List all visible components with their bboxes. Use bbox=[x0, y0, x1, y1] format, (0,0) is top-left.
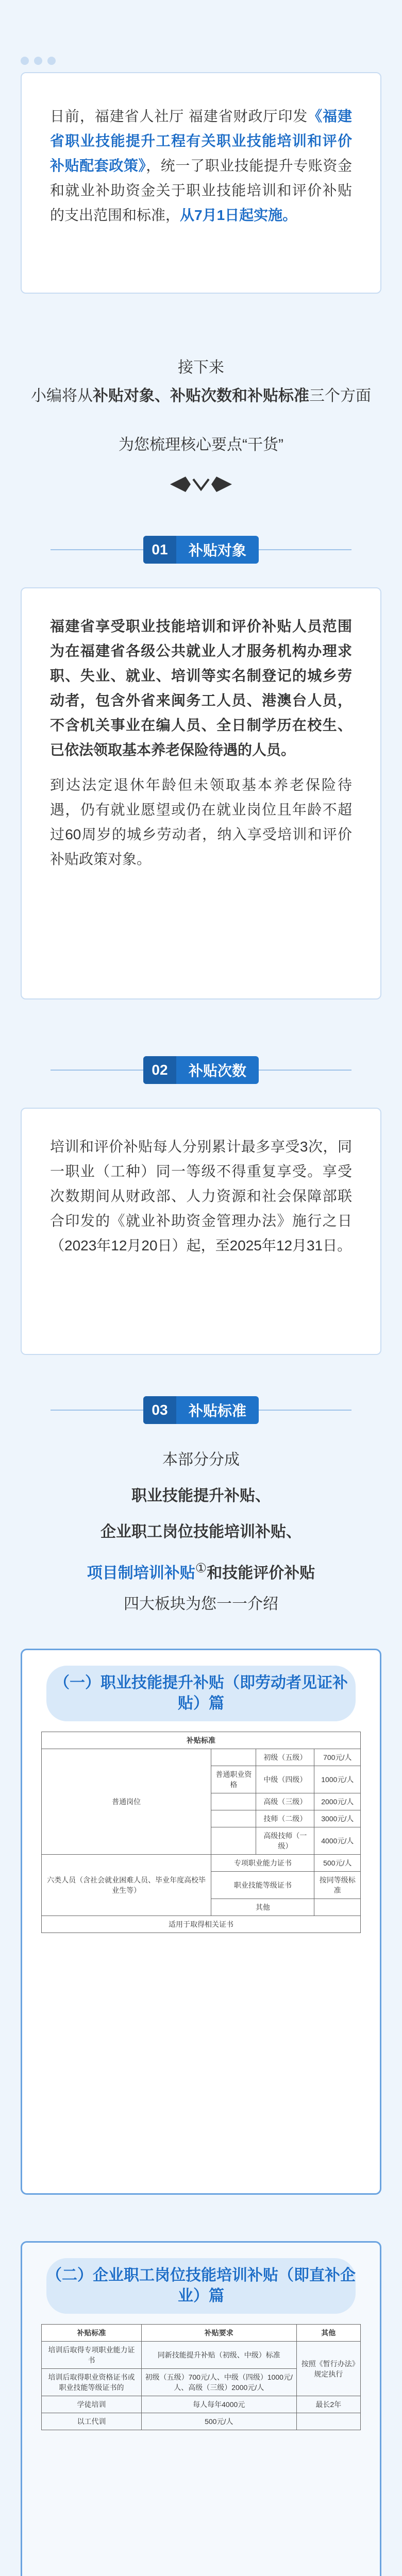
subsidy-object-p2: 到达法定退休年龄但未领取基本养老保险待遇，仍有就业愿望或仍在就业岗位且年龄不超过60周岁的城乡劳动者，纳入享受培训和评价补贴政策对象。 bbox=[50, 777, 352, 867]
divider bbox=[259, 1070, 351, 1071]
bridge-l3: 为您梳理核心要点“干货” bbox=[119, 436, 283, 453]
section-tag bbox=[143, 1396, 259, 1424]
table-cell: 中级（四级） bbox=[256, 1766, 314, 1793]
table-cell: 六类人员（含社会就业困难人员、毕业年度高校毕业生等） bbox=[42, 1855, 211, 1916]
table-cell bbox=[211, 1827, 256, 1855]
table-cell: 初级（五级） bbox=[256, 1749, 314, 1766]
table-cell bbox=[211, 1810, 256, 1827]
table-note: 适用于取得相关证书 bbox=[42, 1916, 361, 1933]
table-cell: 初级（五级）700元/人、中级（四级）1000元/人、高级（三级）2000元/人 bbox=[141, 2369, 296, 2396]
intro-text-2: ，统一了职业技能提升专账资金和就业补助资金关于职业技能培训和评价补贴的支出范围和标准， bbox=[50, 158, 352, 223]
table-cell: 500元/人 bbox=[141, 2413, 296, 2430]
table-cell: 学徒培训 bbox=[42, 2396, 142, 2413]
bridge-l2c: 三个方面 bbox=[309, 387, 371, 404]
table-cell: 技师（二级） bbox=[256, 1810, 314, 1827]
decor-dots bbox=[21, 57, 93, 66]
table-cell: 普通职业资格 bbox=[211, 1766, 256, 1793]
table-cell: 4000元/人 bbox=[314, 1827, 361, 1855]
standard-item-text: 职业技能提升补贴、 bbox=[131, 1487, 271, 1504]
table-cell: 以工代训 bbox=[42, 2413, 142, 2430]
table-header: 补贴要求 bbox=[141, 2325, 296, 2342]
table-cell: 同新技能提升补贴（初级、中级）标准 bbox=[141, 2342, 296, 2369]
section-label: 补贴标准 bbox=[188, 1403, 246, 1419]
effective-date: 从7月1日起实施。 bbox=[180, 207, 297, 223]
standard-intro-1: 本部分分成 bbox=[162, 1451, 240, 1468]
intro-text-1: 日前，福建省人社厅 福建省财政厅印发 bbox=[50, 108, 308, 124]
table-cell bbox=[211, 1749, 256, 1766]
divider bbox=[51, 1410, 143, 1411]
table-cell: 每人每年4000元 bbox=[141, 2396, 296, 2413]
table-cell: 高级技师（一级） bbox=[256, 1827, 314, 1855]
pointing-hands-icon bbox=[165, 469, 237, 500]
standard-item-2 bbox=[0, 1520, 402, 1545]
subsidy-object-box bbox=[21, 587, 381, 999]
divider bbox=[51, 549, 143, 550]
standard-item-3 bbox=[0, 1556, 402, 1586]
table-cell: 专项职业能力证书 bbox=[211, 1855, 314, 1872]
table-cell bbox=[296, 2413, 360, 2430]
table-cell: 职业技能等级证书 bbox=[211, 1872, 314, 1899]
standard-item-text: 和技能评价补贴 bbox=[207, 1565, 315, 1582]
table-header: 补贴标准 bbox=[42, 1732, 361, 1749]
intro-box bbox=[21, 72, 381, 294]
subsidy-object-p1: 福建省享受职业技能培训和评价补贴人员范围为在福建省各级公共就业人才服务机构办理求职、失业、就业、培训等实名制登记的城乡劳动者，包含外省来闽务工人员、港澳台人员，不含机关事业在编人员、全日制学历在校生、已依法领取基本养老保险待遇的人员。 bbox=[50, 618, 352, 758]
footnote-mark: ① bbox=[195, 1561, 207, 1575]
table-cell: 其他 bbox=[211, 1899, 314, 1916]
section-number: 01 bbox=[143, 536, 176, 564]
table-header: 补贴标准 bbox=[42, 2325, 142, 2342]
table-cell: 高级（三级） bbox=[256, 1793, 314, 1810]
table-cell bbox=[211, 1793, 256, 1810]
standard-item-text: 企业职工岗位技能培训补贴、 bbox=[100, 1523, 301, 1540]
table-cell bbox=[314, 1899, 361, 1916]
card-skill-upgrade bbox=[21, 1649, 381, 2195]
table-cell: 500元/人 bbox=[314, 1855, 361, 1872]
enterprise-training-table bbox=[41, 2324, 361, 2430]
policy-title: 《福建省职业技能提升工程有关职业技能培训和评价补贴配套政策》 bbox=[50, 108, 352, 174]
subsidy-times-p1: 培训和评价补贴每人分别累计最多享受3次，同一职业（工种）同一等级不得重复享受。享受次数期间从财政部、人力资源和社会保障部联合印发的《就业补助资金管理办法》施行之日（2023年12月20日）起，至2025年12月31日。 bbox=[50, 1139, 352, 1253]
table-cell: 2000元/人 bbox=[314, 1793, 361, 1810]
table-cell: 按照《暂行办法》规定执行 bbox=[296, 2342, 360, 2396]
section-label: 补贴对象 bbox=[188, 543, 246, 558]
standard-item-1 bbox=[0, 1484, 402, 1509]
bridge-l2b: 补贴对象、补贴次数和补贴标准 bbox=[93, 387, 309, 404]
section-number: 02 bbox=[143, 1056, 176, 1084]
card-title: （一）职业技能提升补贴（即劳动者见证补贴）篇 bbox=[46, 1666, 356, 1721]
standard-item-text: 项目制培训补贴 bbox=[87, 1565, 195, 1582]
bridge-l2 bbox=[0, 384, 402, 409]
divider bbox=[259, 1410, 351, 1411]
section-02-header bbox=[0, 1056, 402, 1084]
section-01-header bbox=[0, 536, 402, 564]
table-cell: 按同等级标准 bbox=[314, 1872, 361, 1899]
bridge-l2a: 小编将从 bbox=[31, 387, 93, 404]
divider bbox=[51, 1070, 143, 1071]
standard-intro-2: 四大板块为您一一介绍 bbox=[124, 1596, 278, 1613]
table-cell: 培训后取得职业资格证书或职业技能等级证书的 bbox=[42, 2369, 142, 2396]
table-cell: 1000元/人 bbox=[314, 1766, 361, 1793]
intro-paragraph bbox=[50, 104, 352, 228]
card-title: （二）企业职工岗位技能培训补贴（即直补企业）篇 bbox=[46, 2258, 356, 2314]
section-03-header bbox=[0, 1396, 402, 1424]
card-enterprise-training bbox=[21, 2241, 381, 2576]
bridge-l1: 接下来 bbox=[178, 359, 224, 376]
table-cell: 700元/人 bbox=[314, 1749, 361, 1766]
table-cell: 最长2年 bbox=[296, 2396, 360, 2413]
subsidy-times-box bbox=[21, 1108, 381, 1355]
divider bbox=[259, 549, 351, 550]
table-header: 其他 bbox=[296, 2325, 360, 2342]
table-cell: 普通岗位 bbox=[42, 1749, 211, 1855]
section-tag bbox=[143, 536, 259, 564]
skill-upgrade-table bbox=[41, 1732, 361, 1933]
section-label: 补贴次数 bbox=[188, 1063, 246, 1079]
section-tag bbox=[143, 1056, 259, 1084]
table-cell: 培训后取得专项职业能力证书 bbox=[42, 2342, 142, 2369]
table-cell: 3000元/人 bbox=[314, 1810, 361, 1827]
section-number: 03 bbox=[143, 1396, 176, 1424]
